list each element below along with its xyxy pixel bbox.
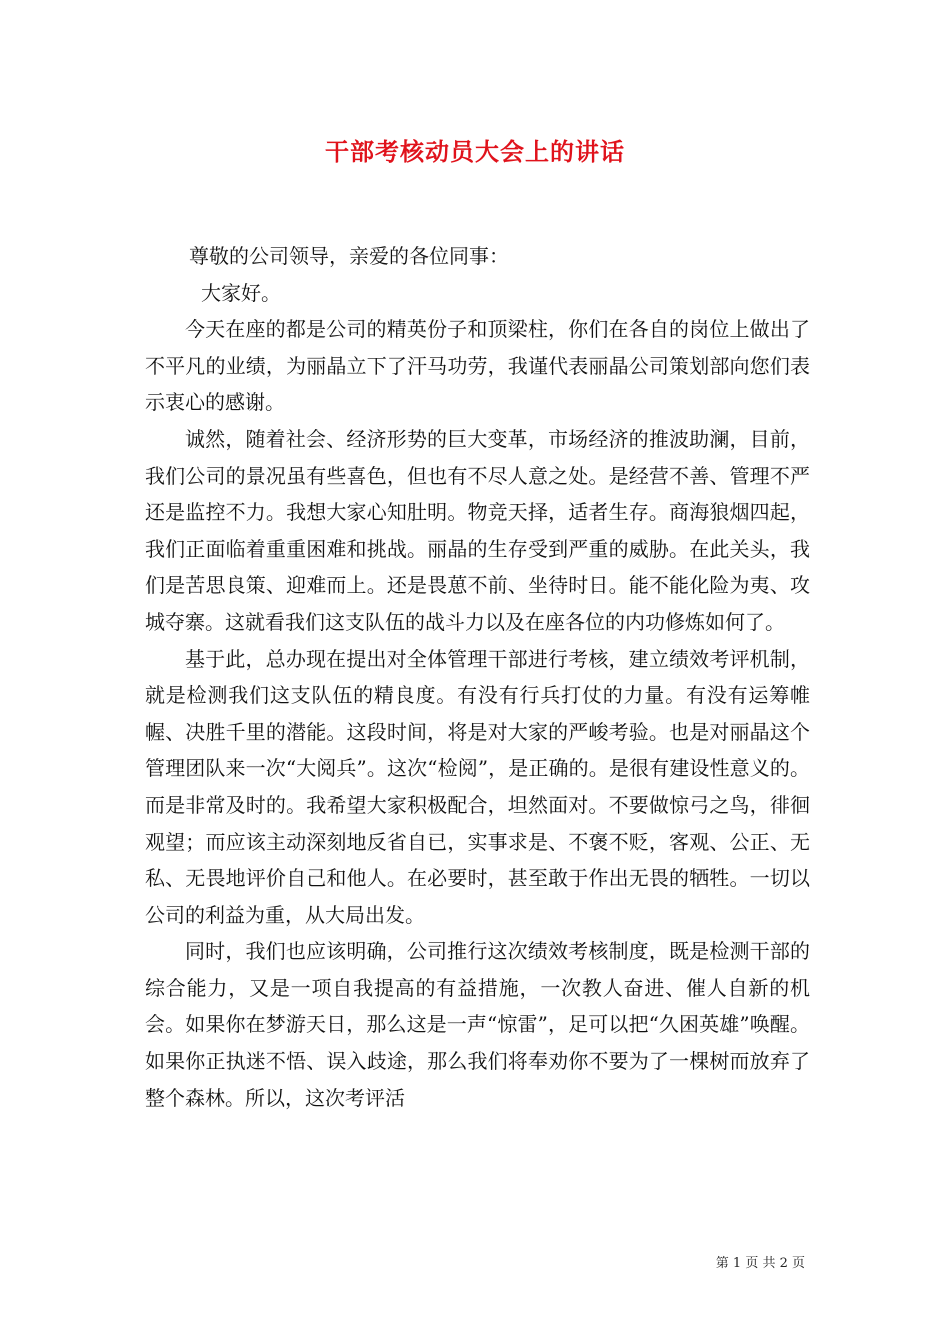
page-number-footer: 第 1 页 共 2 页 [715,1256,805,1271]
greeting-line: 大家好。 [201,280,281,305]
document-body [145,238,810,1116]
paragraph-1: 今天在座的都是公司的精英份子和顶梁柱，你们在各自的岗位上做出了不平凡的业绩，为丽晶立下了汗马功劳，我谨代表丽晶公司策划部向您们表示衷心的感谢。 [145,317,810,415]
paragraph-4: 同时，我们也应该明确，公司推行这次绩效考核制度，既是检测干部的综合能力，又是一项自我提高的有益措施，一次教人奋进、催人自新的机会。如果你在梦游天日，那么这是一声“惊雷”，足可以把“久困英雄”唤醒。如果你正执迷不悟、误入歧途，那么我们将奉劝你不要为了一棵树而放弃了整个森林。所以，这次考评活 [145,939,810,1110]
document-title: 干部考核动员大会上的讲话 [325,137,625,166]
salutation-line: 尊敬的公司领导，亲爱的各位同事： [189,244,509,268]
paragraph-3: 基于此，总办现在提出对全体管理干部进行考核，建立绩效考评机制，就是检测我们这支队伍的精良度。有没有行兵打仗的力量。有没有运筹帷幄、决胜千里的潜能。这段时间，将是对大家的严峻考验。也是对丽晶这个管理团队来一次“大阅兵”。这次“检阅”，是正确的。是很有建设性意义的。而是非常及时的。我希望大家积极配合，坦然面对。不要做惊弓之鸟，徘徊观望；而应该主动深刻地反省自已，实事求是、不褒不贬，客观、公正、无私、无畏地评价自己和他人。在必要时，甚至敢于作出无畏的牺牲。一切以公司的利益为重，从大局出发。 [145,646,810,927]
paragraph-2: 诚然，随着社会、经济形势的巨大变革，市场经济的推波助澜，目前，我们公司的景况虽有些喜色，但也有不尽人意之处。是经营不善、管理不严还是监控不力。我想大家心知肚明。物竞天择，适者生存。商海狼烟四起，我们正面临着重重困难和挑战。丽晶的生存受到严重的威胁。在此关头，我们是苦思良策、迎难而上。还是畏葸不前、坐待时日。能不能化险为夷、攻城夺寨。这就看我们这支队伍的战斗力以及在座各位的内功修炼如何了。 [145,426,810,634]
